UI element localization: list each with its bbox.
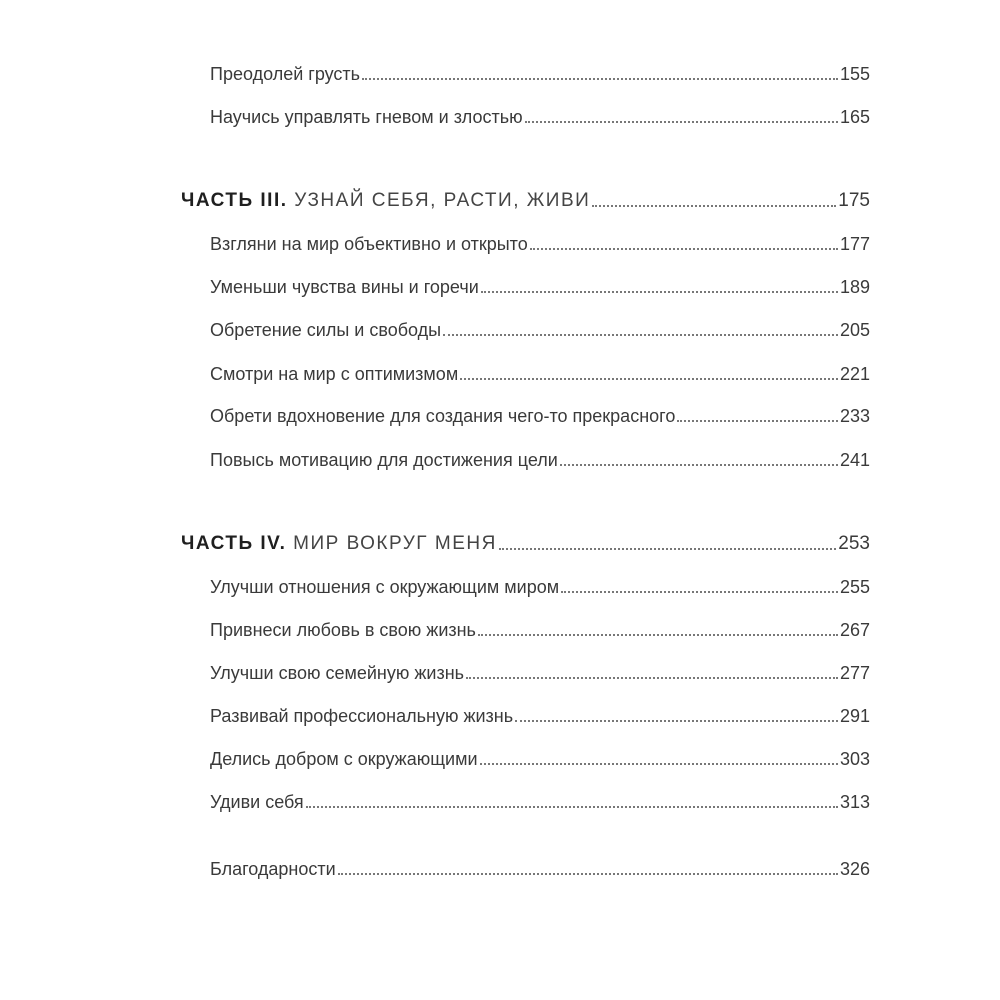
toc-entry bbox=[210, 617, 870, 643]
dot-leader bbox=[338, 873, 838, 875]
entry-title: Уменьши чувства вины и горечи bbox=[210, 277, 479, 297]
part-heading-3 bbox=[181, 188, 870, 214]
entry-page: 155 bbox=[839, 64, 870, 84]
entry-page: 277 bbox=[839, 663, 870, 683]
entry-page: 267 bbox=[839, 620, 870, 640]
toc-entry bbox=[210, 61, 870, 87]
dot-leader bbox=[677, 420, 838, 422]
entry-title: Привнеси любовь в свою жизнь bbox=[210, 620, 476, 640]
entry-page: 165 bbox=[839, 107, 870, 127]
dot-leader bbox=[481, 291, 838, 293]
toc-entry bbox=[210, 231, 870, 257]
dot-leader bbox=[478, 634, 838, 636]
toc-entry bbox=[210, 317, 870, 343]
entry-title: Смотри на мир с оптимизмом bbox=[210, 364, 459, 384]
toc-entry bbox=[210, 574, 870, 600]
dot-leader bbox=[466, 677, 838, 679]
entry-page: 326 bbox=[839, 859, 870, 879]
part-page: 253 bbox=[838, 533, 870, 554]
toc-entry bbox=[210, 660, 870, 686]
dot-leader bbox=[592, 205, 836, 207]
entry-page: 291 bbox=[839, 706, 870, 726]
entry-title: Улучши свою семейную жизнь bbox=[210, 663, 465, 683]
entry-title: Делись добром с окружающими bbox=[210, 749, 478, 769]
part-page: 175 bbox=[838, 190, 870, 211]
dot-leader bbox=[443, 334, 838, 336]
toc-entry bbox=[210, 104, 870, 130]
entry-page: 221 bbox=[839, 364, 870, 384]
dot-leader bbox=[530, 248, 838, 250]
dot-leader bbox=[525, 121, 838, 123]
entry-title: Обретение силы и свободы bbox=[210, 320, 442, 340]
toc-entry bbox=[210, 703, 870, 729]
entry-page: 205 bbox=[839, 320, 870, 340]
entry-title: Повысь мотивацию для достижения цели bbox=[210, 450, 558, 470]
dot-leader bbox=[515, 720, 838, 722]
entry-page: 303 bbox=[839, 749, 870, 769]
toc-entry bbox=[210, 746, 870, 772]
toc-entry-acknowledgements bbox=[210, 856, 870, 882]
entry-page: 313 bbox=[839, 792, 870, 812]
dot-leader bbox=[460, 378, 838, 380]
dot-leader bbox=[560, 464, 838, 466]
dot-leader bbox=[306, 806, 838, 808]
toc-entry bbox=[210, 789, 870, 815]
toc-entry bbox=[210, 274, 870, 300]
entry-title: Взгляни на мир объективно и открыто bbox=[210, 234, 528, 254]
entry-page: 255 bbox=[839, 577, 870, 597]
entry-title: Удиви себя bbox=[210, 792, 304, 812]
entry-page: 241 bbox=[839, 450, 870, 470]
entry-title: Развивай профессиональную жизнь bbox=[210, 706, 514, 726]
toc-entry bbox=[210, 361, 870, 387]
dot-leader bbox=[362, 78, 838, 80]
entry-title: Преодолей грусть bbox=[210, 64, 361, 84]
dot-leader bbox=[561, 591, 838, 593]
entry-page: 177 bbox=[839, 234, 870, 254]
toc-entry bbox=[210, 447, 870, 473]
entry-page: 189 bbox=[839, 277, 870, 297]
entry-title: Улучши отношения с окружающим миром bbox=[210, 577, 560, 597]
part-prefix: ЧАСТЬ IV. bbox=[181, 533, 287, 554]
toc-entry bbox=[210, 403, 870, 429]
part-title: УЗНАЙ СЕБЯ, РАСТИ, ЖИВИ bbox=[294, 190, 591, 211]
dot-leader bbox=[480, 763, 838, 765]
dot-leader bbox=[499, 548, 836, 550]
entry-title: Благодарности bbox=[210, 859, 336, 879]
part-heading-4 bbox=[181, 531, 870, 557]
part-prefix: ЧАСТЬ III. bbox=[181, 190, 288, 211]
entry-title: Научись управлять гневом и злостью bbox=[210, 107, 523, 127]
entry-page: 233 bbox=[839, 406, 870, 426]
entry-title: Обрети вдохновение для создания чего-то прекрасного bbox=[210, 406, 676, 426]
part-title: МИР ВОКРУГ МЕНЯ bbox=[293, 533, 497, 554]
